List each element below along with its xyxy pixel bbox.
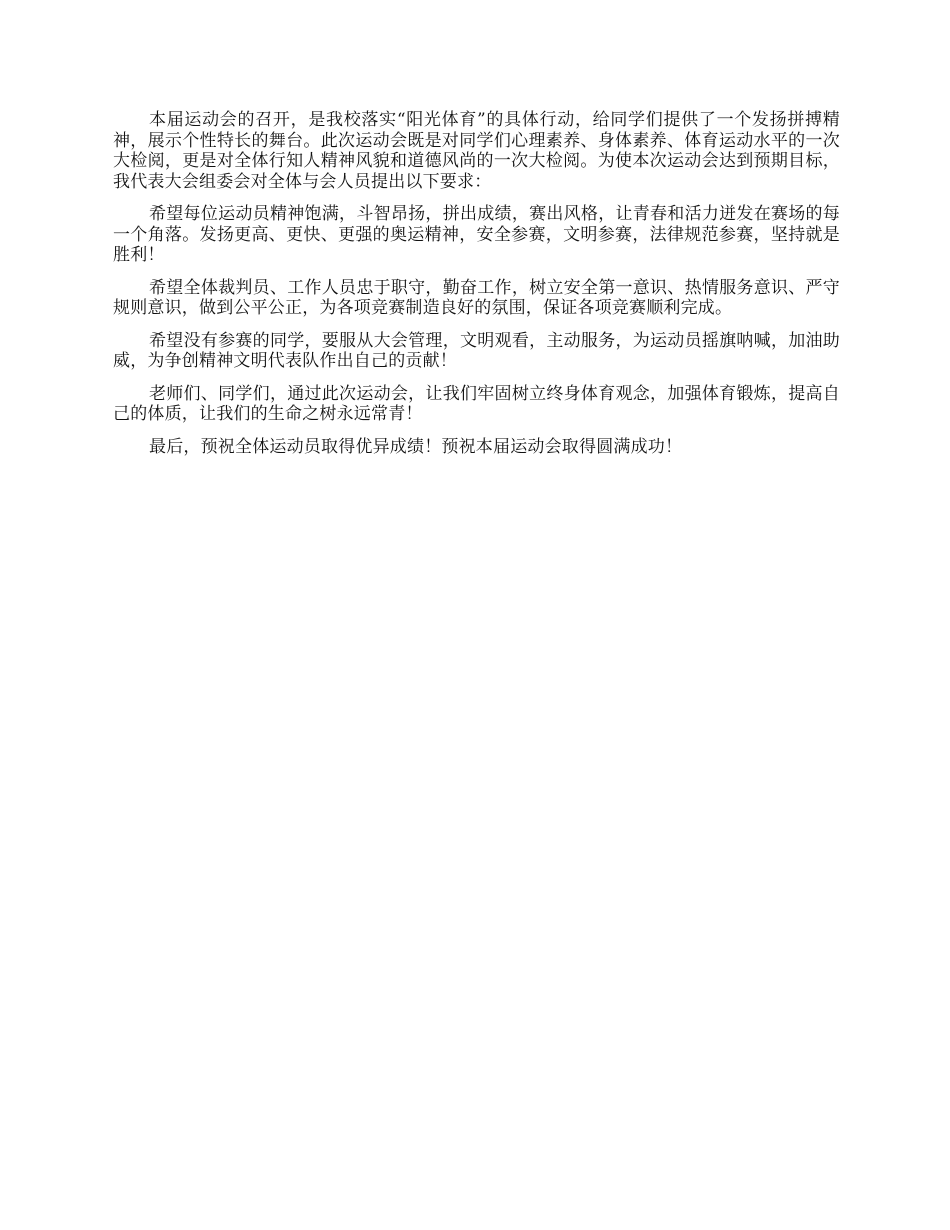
paragraph-closing: 最后，预祝全体运动员取得优异成绩！预祝本届运动会取得圆满成功！ [149, 436, 683, 457]
document-body [113, 110, 840, 469]
paragraph-opening: 本届运动会的召开，是我校落实“阳光体育”的具体行动，给同学们提供了一个发扬拼搏精神，展示个性特长的舞台。此次运动会既是对同学们心理素养、身体素养、体育运动水平的一次大检阅，更是对全体行知人精神风貌和道德风尚的一次大检阅。为使本次运动会达到预期目标，我代表大会组委会对全体与会人员提出以下要求： [113, 110, 840, 192]
paragraph-referees: 希望全体裁判员、工作人员忠于职守，勤奋工作，树立安全第一意识、热情服务意识、严守规则意识，做到公平公正，为各项竞赛制造良好的氛围，保证各项竞赛顺利完成。 [113, 277, 840, 318]
paragraph-athletes: 希望每位运动员精神饱满，斗智昂扬，拼出成绩，赛出风格，让青春和活力迸发在赛场的每一个角落。发扬更高、更快、更强的奥运精神，安全参赛，文明参赛，法律规范参赛，坚持就是胜利！ [113, 204, 840, 265]
paragraph-spectators: 希望没有参赛的同学，要服从大会管理，文明观看，主动服务，为运动员摇旗呐喊，加油助威，为争创精神文明代表队作出自己的贡献！ [113, 330, 840, 371]
paragraph-teachers-students: 老师们、同学们，通过此次运动会，让我们牢固树立终身体育观念，加强体育锻炼，提高自己的体质，让我们的生命之树永远常青！ [113, 383, 840, 424]
